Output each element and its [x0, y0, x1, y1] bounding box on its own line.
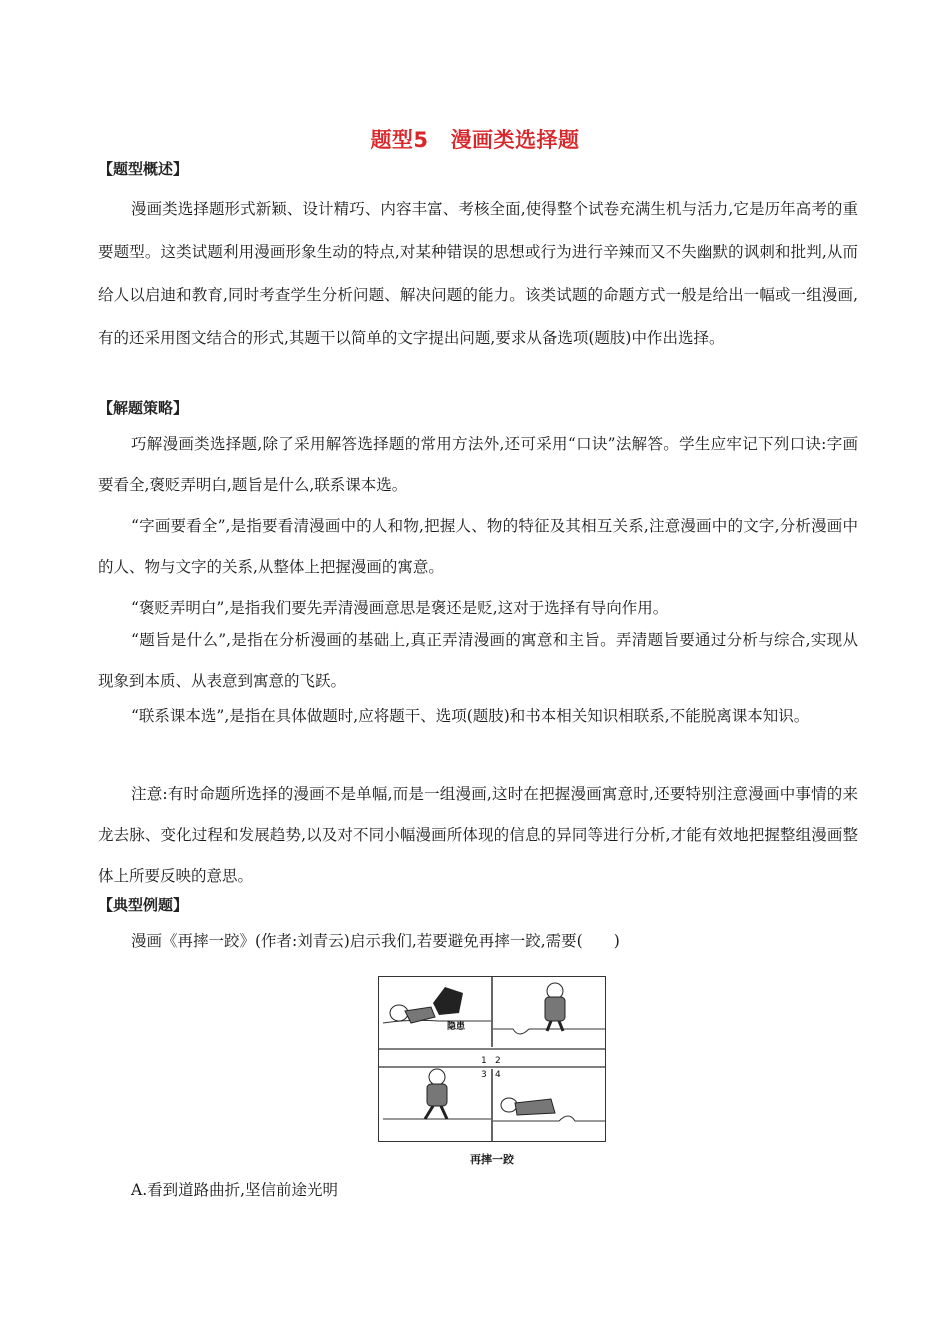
rock-label: 隐患: [447, 1022, 466, 1032]
panel-number-3: 3: [481, 1070, 487, 1080]
strategy-paragraph-1: 巧解漫画类选择题,除了采用解答选择题的常用方法外,还可采用“口诀”法解答。学生应牢记下列口诀:字画要看全,褒贬弄明白,题旨是什么,联系课本选。: [98, 435, 858, 494]
strategy-paragraph-5: “联系课本选”,是指在具体做题时,应将题干、选项(题肢)和书本相关知识相联系,不能脱离课本知识。: [131, 707, 810, 725]
comic-illustration: [379, 977, 605, 1141]
section-heading-strategy: 【解题策略】: [98, 399, 189, 417]
panel-number-2: 2: [495, 1056, 501, 1066]
question-stem: 漫画《再摔一跤》(作者:刘青云)启示我们,若要避免再摔一跤,需要( ): [131, 932, 620, 950]
page-title: [0, 124, 950, 154]
option-a: A.看到道路曲折,坚信前途光明: [131, 1181, 339, 1199]
section-heading-overview: 【题型概述】: [98, 160, 189, 178]
comic-image: [378, 976, 606, 1142]
strategy-paragraph-4: “题旨是什么”,是指在分析漫画的基础上,真正弄清漫画的寓意和主旨。弄清题旨要通过分析与综合,实现从现象到本质、从表意到寓意的飞跃。: [98, 631, 858, 690]
title-type-number: 题型5: [370, 128, 429, 152]
strategy-paragraph-2: “字画要看全”,是指要看清漫画中的人和物,把握人、物的特征及其相互关系,注意漫画中的文字,分析漫画中的人、物与文字的关系,从整体上把握漫画的寓意。: [98, 517, 858, 576]
title-topic: 漫画类选择题: [450, 128, 580, 152]
panel-number-4: 4: [495, 1070, 501, 1080]
overview-paragraph: 漫画类选择题形式新颖、设计精巧、内容丰富、考核全面,使得整个试卷充满生机与活力,它是历年高考的重要题型。这类试题利用漫画形象生动的特点,对某种错误的思想或行为进行辛辣而又不失幽默的讽刺和批判,从而给人以启迪和教育,同时考查学生分析问题、解决问题的能力。该类试题的命题方式一般是给出一幅或一组漫画,有的还采用图文结合的形式,其题干以简单的文字提出问题,要求从备选项(题肢)中作出选择。: [98, 200, 858, 347]
panel-number-1: 1: [481, 1056, 487, 1066]
strategy-paragraph-6: 注意:有时命题所选择的漫画不是单幅,而是一组漫画,这时在把握漫画寓意时,还要特别注意漫画中事情的来龙去脉、变化过程和发展趋势,以及对不同小幅漫画所体现的信息的异同等进行分析,才能有效地把握整组漫画整体上所要反映的意思。: [98, 785, 858, 885]
rock-icon: [433, 987, 463, 1015]
section-heading-example: 【典型例题】: [98, 896, 189, 914]
strategy-paragraph-3: “褒贬弄明白”,是指我们要先弄清漫画意思是褒还是贬,这对于选择有导向作用。: [131, 599, 669, 617]
comic-caption: 再摔一跤: [470, 1153, 514, 1166]
